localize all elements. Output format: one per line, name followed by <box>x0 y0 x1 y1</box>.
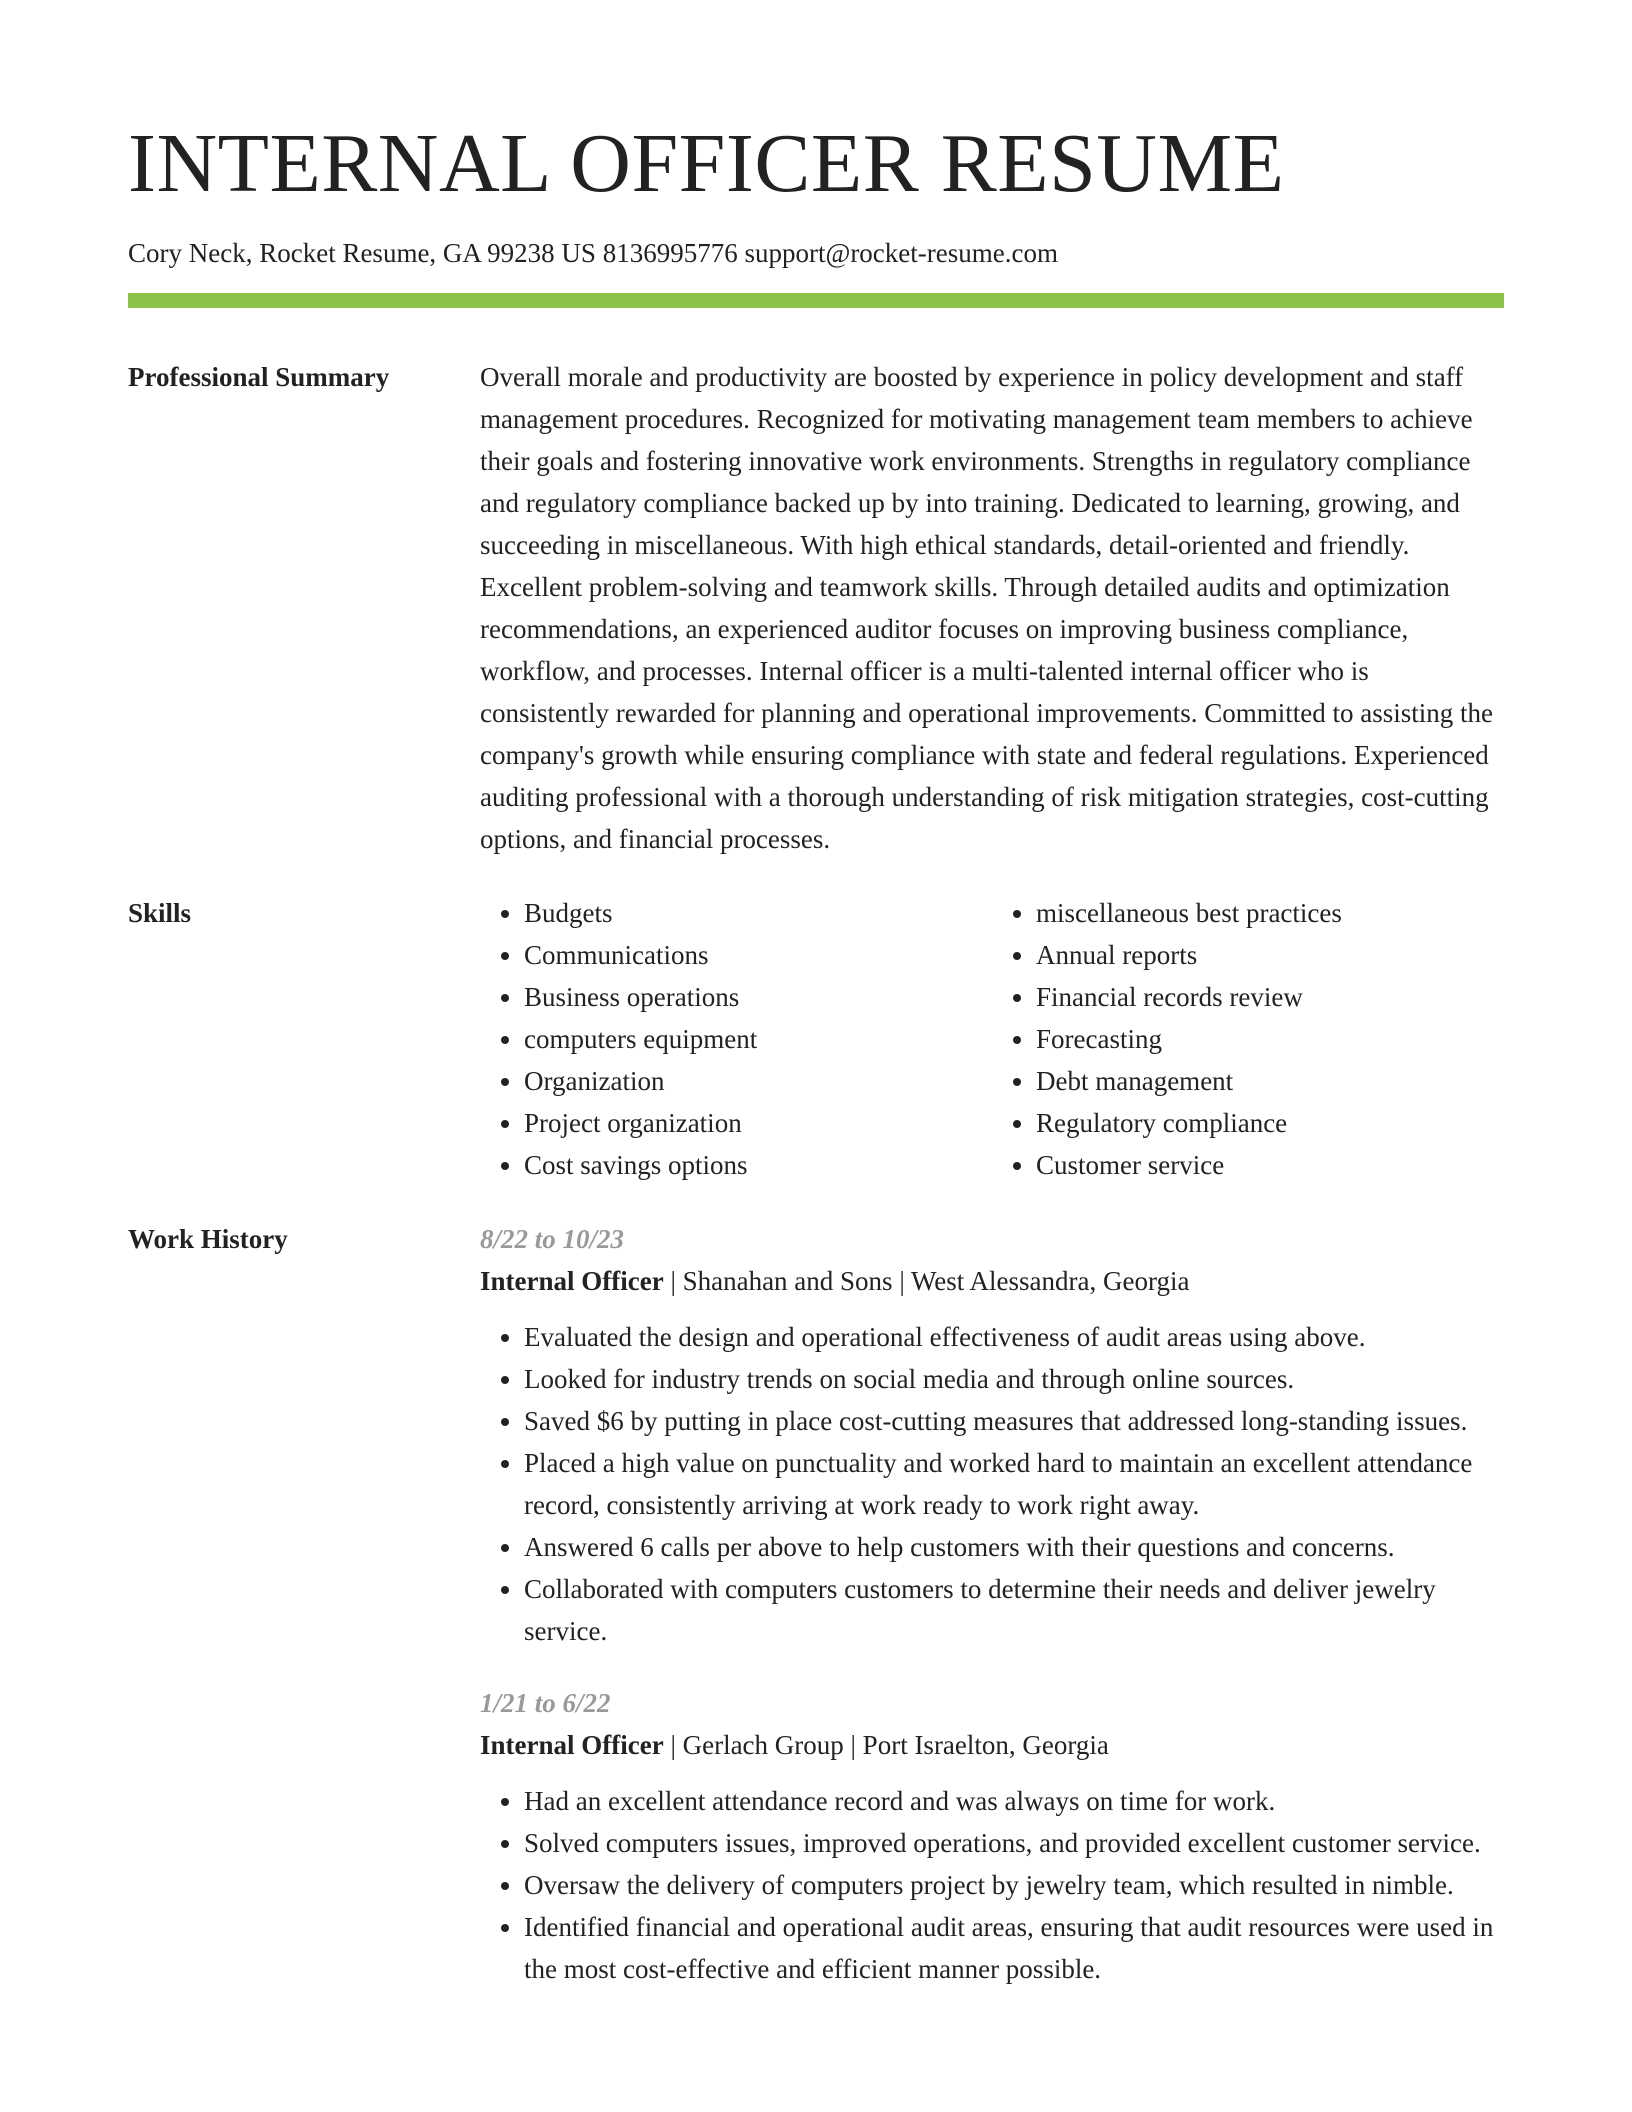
skill-item: • Financial records review <box>1036 976 1504 1018</box>
job-bullet: • Solved computers issues, improved operations, and provided excellent customer service. <box>524 1822 1504 1864</box>
skill-item: • Communications <box>524 934 992 976</box>
job-bullets <box>480 1316 1504 1652</box>
job-title: Internal Officer <box>480 1730 664 1761</box>
skill-item: • Project organization <box>524 1102 992 1144</box>
job-title: Internal Officer <box>480 1266 664 1297</box>
skill-item: • miscellaneous best practices <box>1036 892 1504 934</box>
skill-item: • Cost savings options <box>524 1144 992 1186</box>
skills-column-right <box>992 892 1504 1186</box>
job-date: 1/21 to 6/22 <box>480 1688 611 1719</box>
skill-item: • Regulatory compliance <box>1036 1102 1504 1144</box>
contact-line: Cory Neck, Rocket Resume, GA 99238 US 8136995776 support@rocket-resume.com <box>128 238 1058 269</box>
skill-item: • Organization <box>524 1060 992 1102</box>
job-heading <box>480 1724 1504 1766</box>
job-details: | Gerlach Group | Port Israelton, Georgia <box>663 1730 1109 1761</box>
work-history-body <box>480 1218 1504 1990</box>
job-entry <box>480 1682 1504 1990</box>
job-bullet: • Evaluated the design and operational effectiveness of audit areas using above. <box>524 1316 1504 1358</box>
skills-grid <box>480 892 1504 1186</box>
summary-label: Professional Summary <box>128 362 390 393</box>
skill-item: • Business operations <box>524 976 992 1018</box>
skills-section <box>128 892 1504 1186</box>
header-divider <box>128 293 1504 308</box>
job-bullet: • Oversaw the delivery of computers project by jewelry team, which resulted in nimble. <box>524 1864 1504 1906</box>
summary-section <box>128 356 1504 860</box>
work-history-label: Work History <box>128 1224 288 1255</box>
job-bullet: • Answered 6 calls per above to help customers with their questions and concerns. <box>524 1526 1504 1568</box>
job-entry <box>480 1218 1504 1652</box>
skill-item: • Forecasting <box>1036 1018 1504 1060</box>
job-heading <box>480 1260 1504 1302</box>
job-bullets <box>480 1780 1504 1990</box>
skill-item: • Budgets <box>524 892 992 934</box>
skills-column-left <box>480 892 992 1186</box>
job-bullet: • Looked for industry trends on social media and through online sources. <box>524 1358 1504 1400</box>
work-history-section <box>128 1218 1504 1990</box>
skill-item: • Debt management <box>1036 1060 1504 1102</box>
job-details: | Shanahan and Sons | West Alessandra, Georgia <box>663 1266 1190 1297</box>
job-bullet: • Collaborated with computers customers to determine their needs and deliver jewelry service. <box>524 1568 1504 1652</box>
summary-text: Overall morale and productivity are boosted by experience in policy development and staff management procedures. Recognized for motivating management team members to achieve their goals and fostering innovative work environments. Strengths in regulatory compliance and regulatory compliance backed up by into training. Dedicated to learning, growing, and succeeding in miscellaneous. With high ethical standards, detail-oriented and friendly. Excellent problem-solving and teamwork skills. Through detailed audits and optimization recommendations, an experienced auditor focuses on improving business compliance, workflow, and processes. Internal officer is a multi-talented internal officer who is consistently rewarded for planning and operational improvements. Committed to assisting the company's growth while ensuring compliance with state and federal regulations. Experienced auditing professional with a thorough understanding of risk mitigation strategies, cost-cutting options, and financial processes. <box>480 362 1494 855</box>
resume-page <box>128 118 1504 1990</box>
job-bullet: • Had an excellent attendance record and was always on time for work. <box>524 1780 1504 1822</box>
job-date: 8/22 to 10/23 <box>480 1224 625 1255</box>
skills-label: Skills <box>128 898 192 929</box>
skill-item: • Annual reports <box>1036 934 1504 976</box>
page-title: INTERNAL OFFICER RESUME <box>128 117 1285 210</box>
skill-item: • Customer service <box>1036 1144 1504 1186</box>
job-bullet: • Placed a high value on punctuality and worked hard to maintain an excellent attendance record, consistently arriving at work ready to work right away. <box>524 1442 1504 1526</box>
job-bullet: • Saved $6 by putting in place cost-cutting measures that addressed long-standing issues. <box>524 1400 1504 1442</box>
skill-item: • computers equipment <box>524 1018 992 1060</box>
job-bullet: • Identified financial and operational audit areas, ensuring that audit resources were used in the most cost-effective and efficient manner possible. <box>524 1906 1504 1990</box>
